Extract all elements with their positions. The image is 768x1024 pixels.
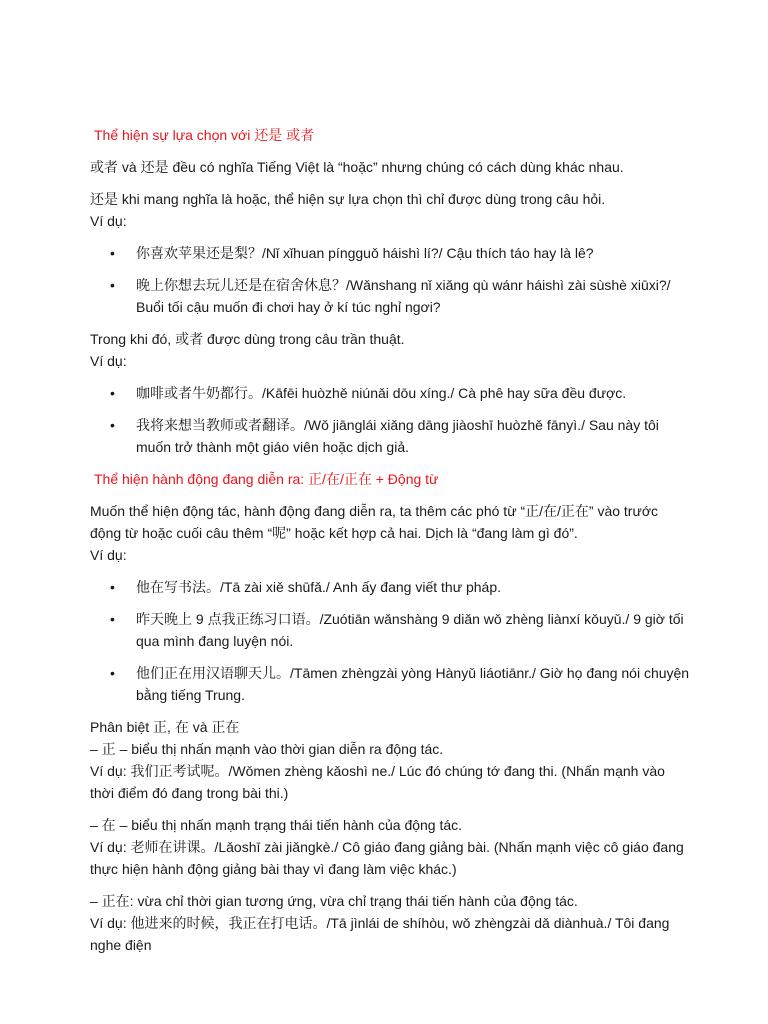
compare-zheng-line: – 正 – biểu thị nhấn mạnh vào thời gian diễn ra động tác.	[90, 741, 444, 757]
document-content	[90, 124, 690, 966]
compare-block	[90, 716, 690, 804]
compare-zhengzai-example: Ví dụ: 他进来的时候，我正在打电话。/Tā jìnlái de shíhòu, wǒ zhèngzài dǎ diànhuà./ Tôi đang nghe điện	[90, 915, 670, 953]
example-list	[90, 242, 690, 318]
list-item: • 昨天晚上 9 点我正练习口语。/Zuótiān wǎnshàng 9 diǎn wǒ zhèng liànxí kǒuyǔ./ 9 giờ tối qua mình đang luyện nói.	[90, 608, 690, 652]
compare-block	[90, 890, 690, 956]
example-label: Ví dụ:	[90, 547, 127, 563]
section-heading-choice: Thể hiện sự lựa chọn với 还是 或者	[94, 127, 315, 143]
compare-zai-line: – 在 – biểu thị nhấn mạnh trạng thái tiến hành của động tác.	[90, 817, 463, 833]
compare-zhengzai-line: – 正在: vừa chỉ thời gian tương ứng, vừa chỉ trạng thái tiến hành của động tác.	[90, 893, 578, 909]
huozhe-paragraph: Trong khi đó, 或者 được dùng trong câu trần thuật.	[90, 331, 405, 347]
list-item: • 他在写书法。/Tā zài xiě shūfǎ./ Anh ấy đang viết thư pháp.	[90, 576, 690, 598]
list-item: • 他们正在用汉语聊天儿。/Tāmen zhèngzài yòng Hànyǔ liáotiānr./ Giờ họ đang nói chuyện bằng tiếng Trung.	[90, 662, 690, 706]
list-item: • 咖啡或者牛奶都行。/Kāfēi huòzhě niúnǎi dōu xíng./ Cà phê hay sữa đều được.	[90, 382, 690, 404]
example-list	[90, 576, 690, 706]
haishi-paragraph: 还是 khi mang nghĩa là hoặc, thể hiện sự lựa chọn thì chỉ được dùng trong câu hỏi.	[90, 191, 606, 207]
example-list	[90, 382, 690, 458]
intro-paragraph: 或者 và 还是 đều có nghĩa Tiếng Việt là “hoặc” nhưng chúng có cách dùng khác nhau.	[90, 159, 624, 175]
example-label: Ví dụ:	[90, 353, 127, 369]
compare-zheng-example: Ví dụ: 我们正考试呢。/Wǒmen zhèng kǎoshì ne./ Lúc đó chúng tớ đang thi. (Nhấn mạnh vào thời điểm đó đang trong bài thi.)	[90, 763, 665, 801]
list-item: • 晚上你想去玩儿还是在宿舍休息？/Wǎnshang nǐ xiǎng qù wánr háishì zài sùshè xiūxi?/ Buổi tối cậu muốn đi chơi hay ở kí túc nghỉ ngơi?	[90, 274, 690, 318]
list-item: • 我将来想当教师或者翻译。/Wǒ jiānglái xiǎng dāng jiàoshī huòzhě fānyì./ Sau này tôi muốn trở thành một giáo viên hoặc dịch giả.	[90, 414, 690, 458]
progressive-intro-paragraph: Muốn thể hiện động tác, hành động đang diễn ra, ta thêm các phó từ “正/在/正在” vào trước động từ hoặc cuối câu thêm “呢” hoặc kết hợp cả hai. Dịch là “đang làm gì đó”.	[90, 503, 659, 541]
example-label: Ví dụ:	[90, 213, 127, 229]
compare-zai-example: Ví dụ: 老师在讲课。/Lǎoshī zài jiǎngkè./ Cô giáo đang giảng bài. (Nhấn mạnh việc cô giáo đang thực hiện hành động giảng bài thay vì đang làm việc khác.)	[90, 839, 684, 877]
section-heading-progressive: Thể hiện hành động đang diễn ra: 正/在/正在 + Động từ	[94, 471, 439, 487]
compare-title: Phân biệt 正, 在 và 正在	[90, 719, 240, 735]
list-item: • 你喜欢苹果还是梨？/Nǐ xǐhuan píngguǒ háishì lí?/ Cậu thích táo hay là lê?	[90, 242, 690, 264]
compare-block	[90, 814, 690, 880]
